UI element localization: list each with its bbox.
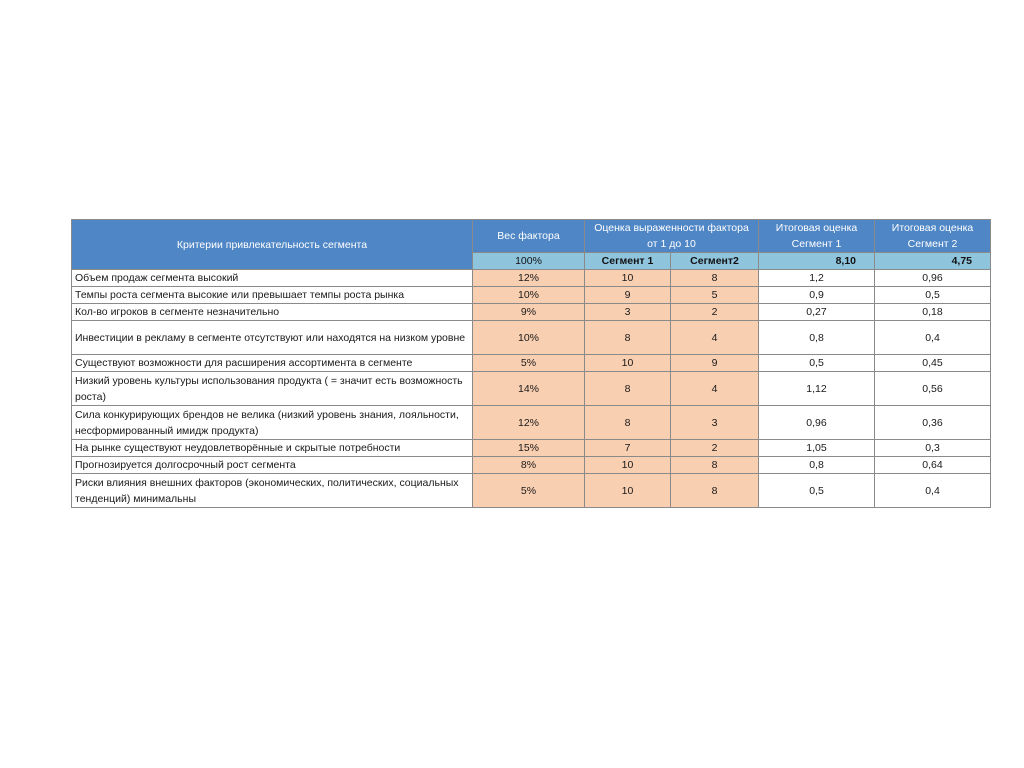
segment-attractiveness-table-container — [71, 219, 990, 508]
total-segment-1-cell: 1,2 — [759, 270, 875, 287]
score-segment-1-cell: 10 — [585, 270, 671, 287]
table-row — [72, 355, 991, 372]
score-segment-2-cell: 2 — [671, 440, 759, 457]
criterion-cell: Темпы роста сегмента высокие или превышает темпы роста рынка — [72, 287, 473, 304]
score-segment-1-cell: 3 — [585, 304, 671, 321]
criterion-cell: Объем продаж сегмента высокий — [72, 270, 473, 287]
total-segment-1-cell: 0,8 — [759, 321, 875, 355]
weight-cell: 5% — [473, 474, 585, 508]
total-segment-2-cell: 0,18 — [875, 304, 991, 321]
score-segment-1-cell: 10 — [585, 457, 671, 474]
criterion-cell: Прогнозируется долгосрочный рост сегмента — [72, 457, 473, 474]
table-row — [72, 270, 991, 287]
total-segment-1-cell: 0,9 — [759, 287, 875, 304]
total-segment-2-cell: 0,36 — [875, 406, 991, 440]
table-row — [72, 406, 991, 440]
score-segment-1-cell: 10 — [585, 474, 671, 508]
grand-total-1: 8,10 — [759, 253, 875, 270]
score-segment-2-cell: 8 — [671, 474, 759, 508]
table-row — [72, 304, 991, 321]
header-weight: Вес фактора — [473, 220, 585, 253]
table-row — [72, 440, 991, 457]
table-row — [72, 287, 991, 304]
header-score-group: Оценка выраженности фактора от 1 до 10 — [585, 220, 759, 253]
criterion-cell: Сила конкурирующих брендов не велика (низкий уровень знания, лояльности, несформированный имидж продукта) — [72, 406, 473, 440]
weight-cell: 15% — [473, 440, 585, 457]
header-total-1: Итоговая оценка Сегмент 1 — [759, 220, 875, 253]
score-segment-2-cell: 2 — [671, 304, 759, 321]
header-total-2: Итоговая оценка Сегмент 2 — [875, 220, 991, 253]
score-segment-1-cell: 10 — [585, 355, 671, 372]
table-row — [72, 372, 991, 406]
table-row — [72, 474, 991, 508]
score-segment-2-cell: 9 — [671, 355, 759, 372]
total-segment-2-cell: 0,56 — [875, 372, 991, 406]
criterion-cell: Низкий уровень культуры использования продукта ( = значит есть возможность роста) — [72, 372, 473, 406]
table-row — [72, 457, 991, 474]
total-segment-1-cell: 0,96 — [759, 406, 875, 440]
criterion-cell: Инвестиции в рекламу в сегменте отсутствуют или находятся на низком уровне — [72, 321, 473, 355]
score-segment-2-cell: 3 — [671, 406, 759, 440]
total-segment-2-cell: 0,5 — [875, 287, 991, 304]
total-segment-1-cell: 1,12 — [759, 372, 875, 406]
header-criteria: Критерии привлекательность сегмента — [72, 220, 473, 270]
total-segment-2-cell: 0,3 — [875, 440, 991, 457]
score-segment-2-cell: 8 — [671, 457, 759, 474]
score-segment-1-cell: 9 — [585, 287, 671, 304]
segment-attractiveness-table — [71, 219, 991, 508]
total-segment-2-cell: 0,64 — [875, 457, 991, 474]
total-segment-2-cell: 0,96 — [875, 270, 991, 287]
grand-total-2: 4,75 — [875, 253, 991, 270]
table-row — [72, 321, 991, 355]
score-segment-2-cell: 8 — [671, 270, 759, 287]
total-segment-1-cell: 0,27 — [759, 304, 875, 321]
header-row — [72, 220, 991, 253]
total-segment-1-cell: 0,8 — [759, 457, 875, 474]
score-segment-2-cell: 5 — [671, 287, 759, 304]
weight-cell: 9% — [473, 304, 585, 321]
subheader-segment-1: Сегмент 1 — [585, 253, 671, 270]
total-segment-1-cell: 1,05 — [759, 440, 875, 457]
total-segment-1-cell: 0,5 — [759, 355, 875, 372]
score-segment-1-cell: 8 — [585, 372, 671, 406]
score-segment-1-cell: 8 — [585, 406, 671, 440]
total-segment-2-cell: 0,45 — [875, 355, 991, 372]
weight-cell: 12% — [473, 406, 585, 440]
score-segment-1-cell: 8 — [585, 321, 671, 355]
weight-cell: 8% — [473, 457, 585, 474]
weight-cell: 14% — [473, 372, 585, 406]
criterion-cell: Риски влияния внешних факторов (экономических, политических, социальных тенденций) минимальны — [72, 474, 473, 508]
weight-cell: 10% — [473, 321, 585, 355]
subheader-segment-2: Сегмент2 — [671, 253, 759, 270]
score-segment-2-cell: 4 — [671, 321, 759, 355]
criterion-cell: На рынке существуют неудовлетворённые и скрытые потребности — [72, 440, 473, 457]
weight-total: 100% — [473, 253, 585, 270]
criterion-cell: Существуют возможности для расширения ассортимента в сегменте — [72, 355, 473, 372]
total-segment-2-cell: 0,4 — [875, 321, 991, 355]
weight-cell: 5% — [473, 355, 585, 372]
score-segment-2-cell: 4 — [671, 372, 759, 406]
criterion-cell: Кол-во игроков в сегменте незначительно — [72, 304, 473, 321]
weight-cell: 12% — [473, 270, 585, 287]
total-segment-1-cell: 0,5 — [759, 474, 875, 508]
weight-cell: 10% — [473, 287, 585, 304]
score-segment-1-cell: 7 — [585, 440, 671, 457]
total-segment-2-cell: 0,4 — [875, 474, 991, 508]
